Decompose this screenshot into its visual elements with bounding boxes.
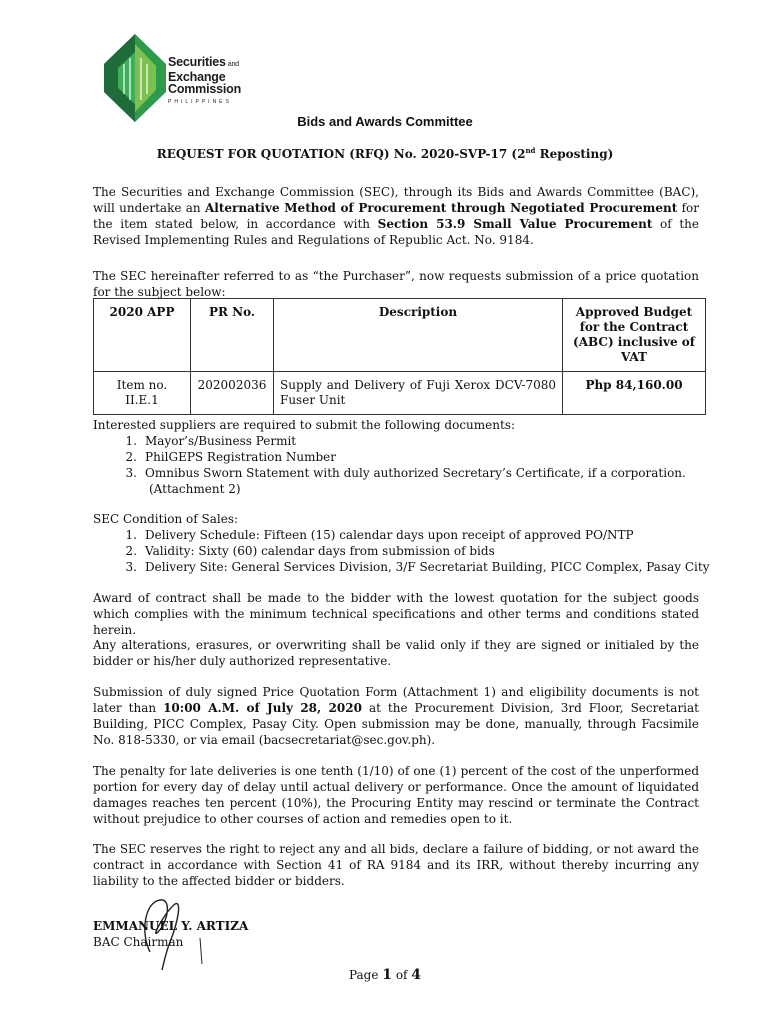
rfq-title-suffix: Reposting) (535, 147, 614, 161)
header-abc: Approved Budget for the Contract (ABC) inclusive of VAT (563, 299, 706, 372)
intro-paragraph (93, 184, 699, 248)
sec-logo-text (168, 56, 241, 108)
reserves-paragraph: The SEC reserves the right to reject any and all bids, declare a failure of bidding, or not award the contract in accordance with Section 41 of RA 9184 and its IRR, without thereby incurring any liability to the affected bidder or bidders. (93, 842, 699, 888)
intro-bold-1: Alternative Method of Procurement through Negotiated Procurement (205, 201, 678, 215)
cell-abc: Php 84,160.00 (563, 372, 706, 415)
intro-bold-2: Section 53.9 Small Value Procurement (377, 217, 653, 231)
rfq-title-sup: nd (525, 146, 536, 155)
list-item-number: 1. (125, 434, 137, 448)
table-row (94, 372, 706, 415)
page-indicator (0, 967, 770, 983)
header-pr: PR No. (191, 299, 274, 372)
list-item-number: 1. (125, 528, 137, 542)
rfq-title (0, 146, 770, 161)
list-item-text: Omnibus Sworn Statement with duly authorized Secretary’s Certificate, if a corporation. (145, 466, 686, 480)
cell-pr: 202002036 (191, 372, 274, 415)
logo-and: and (227, 61, 239, 68)
intro-text-1: The Securities and Exchange Commission (SEC), through its Bids and Awards Committee (BAC), will undertake an (93, 185, 699, 215)
sec-logo-mark-icon (104, 34, 166, 122)
attachment-note: (Attachment 2) (149, 482, 241, 496)
submission-paragraph (93, 684, 699, 748)
submission-text-2: at the Procurement Division, 3rd Floor, Secretariat Building, PICC Complex, Pasay City. Open submission may be done, manually, through Facsimile No. 818-5330, or via email (bacsecretariat@sec.gov.ph). (93, 701, 699, 747)
list-item-number: 3. (125, 466, 137, 480)
header-description: Description (274, 299, 563, 372)
list-item-text: PhilGEPS Registration Number (145, 450, 337, 464)
conditions-title: SEC Condition of Sales: (93, 512, 239, 526)
page-of: of (392, 968, 412, 982)
list-item (93, 433, 686, 449)
rfq-title-main: REQUEST FOR QUOTATION (RFQ) No. 2020-SVP-17 (2 (156, 147, 526, 161)
purchaser-paragraph: The SEC hereinafter referred to as “the Purchaser”, now requests submission of a price quotation for the subject below: (93, 269, 699, 299)
list-item (93, 465, 686, 481)
logo-country: PHILIPPINES (168, 99, 232, 105)
page-label: Page (348, 968, 383, 982)
table-header-row (94, 299, 706, 372)
documents-intro: Interested suppliers are required to submit the following documents: (93, 418, 516, 432)
list-item-continuation (93, 481, 686, 497)
list-item (93, 527, 709, 543)
cell-description: Supply and Delivery of Fuji Xerox DCV-7080 Fuser Unit (274, 372, 563, 415)
rfq-items-table (93, 298, 706, 415)
alterations-paragraph: Any alterations, erasures, or overwriting shall be valid only if they are signed or initialed by the bidder or his/her duly authorized representative. (93, 638, 699, 668)
award-paragraph: Award of contract shall be made to the bidder with the lowest quotation for the subject goods which complies with the minimum technical specifications and other terms and conditions stated herein. (93, 591, 699, 637)
list-item-text: Mayor’s/Business Permit (145, 434, 297, 448)
penalty-paragraph: The penalty for late deliveries is one tenth (1/10) of one (1) percent of the cost of the unperformed portion for every day of delay until actual delivery or performance. Once the amount of liquidated damages reaches ten percent (10%), the Procuring Entity may rescind or terminate the Contract without prejudice to other courses of action and remedies open to it. (93, 764, 699, 826)
list-item (93, 543, 709, 559)
page-total: 4 (411, 967, 422, 983)
submission-text-1: Submission of duly signed Price Quotation Form (Attachment 1) and eligibility documents is not later than (93, 685, 699, 715)
signatory-name: EMMANUEL Y. ARTIZA (93, 919, 249, 933)
list-item-text: Delivery Site: General Services Division, 3/F Secretariat Building, PICC Complex, Pasay City (145, 560, 710, 574)
logo-line-1: Securities (168, 55, 226, 69)
conditions-list (93, 527, 709, 575)
list-item-text: Delivery Schedule: Fifteen (15) calendar days upon receipt of approved PO/NTP (145, 528, 634, 542)
list-item (93, 449, 686, 465)
page-number: 1 (382, 967, 392, 983)
list-item-number: 2. (125, 544, 137, 558)
header-app: 2020 APP (94, 299, 191, 372)
list-item-number: 3. (125, 560, 137, 574)
logo-line-3: Commission (168, 82, 242, 96)
signatory-title: BAC Chairman (93, 935, 184, 949)
committee-heading: Bids and Awards Committee (297, 114, 473, 129)
documents-list (93, 433, 686, 497)
cell-app: Item no. II.E.1 (94, 372, 191, 415)
intro-text-3: of the Revised Implementing Rules and Regulations of Republic Act. No. 9184. (93, 217, 699, 247)
sec-logo (104, 34, 254, 122)
intro-text-2: for the item stated below, in accordance with (93, 201, 700, 231)
list-item (93, 559, 709, 575)
list-item-text: Validity: Sixty (60) calendar days from submission of bids (145, 544, 495, 558)
logo-line-2: Exchange (168, 70, 226, 84)
list-item-number: 2. (125, 450, 137, 464)
submission-deadline: 10:00 A.M. of July 28, 2020 (163, 701, 362, 715)
